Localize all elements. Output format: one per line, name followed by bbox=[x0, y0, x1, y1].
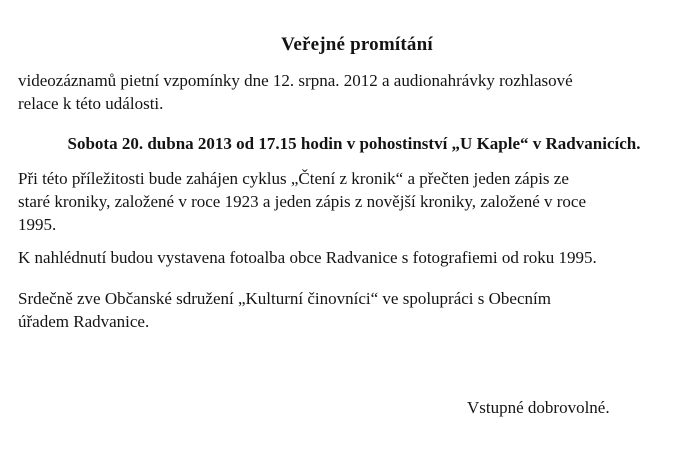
cycle-paragraph bbox=[18, 167, 688, 236]
invitation-line-2: úřadem Radvanice. bbox=[18, 312, 150, 331]
cycle-line-2: staré kroniky, založené v roce 1923 a jeden zápis z novější kroniky, založené v roce bbox=[18, 192, 586, 211]
event-date-line: Sobota 20. dubna 2013 od 17.15 hodin v pohostinství „U Kaple“ v Radvanicích. bbox=[67, 134, 641, 153]
admission-note: Vstupné dobrovolné. bbox=[467, 398, 610, 417]
document-title: Veřejné promítání bbox=[281, 34, 433, 55]
invitation-line-1: Srdečně zve Občanské sdružení „Kulturní činovníci“ ve spolupráci s Obecním bbox=[18, 289, 551, 308]
invitation-paragraph bbox=[18, 287, 688, 333]
cycle-line-1: Při této příležitosti bude zahájen cyklus „Čtení z kronik“ a přečten jeden zápis ze bbox=[18, 169, 569, 188]
intro-paragraph bbox=[18, 69, 688, 115]
photo-albums-line: K nahlédnutí budou vystavena fotoalba obce Radvanice s fotografiemi od roku 1995. bbox=[18, 248, 597, 267]
intro-line-1: videozáznamů pietní vzpomínky dne 12. srpna. 2012 a audionahrávky rozhlasové bbox=[18, 71, 573, 90]
cycle-line-3: 1995. bbox=[18, 215, 57, 234]
intro-line-2: relace k této události. bbox=[18, 94, 164, 113]
photo-albums-paragraph bbox=[18, 246, 688, 269]
